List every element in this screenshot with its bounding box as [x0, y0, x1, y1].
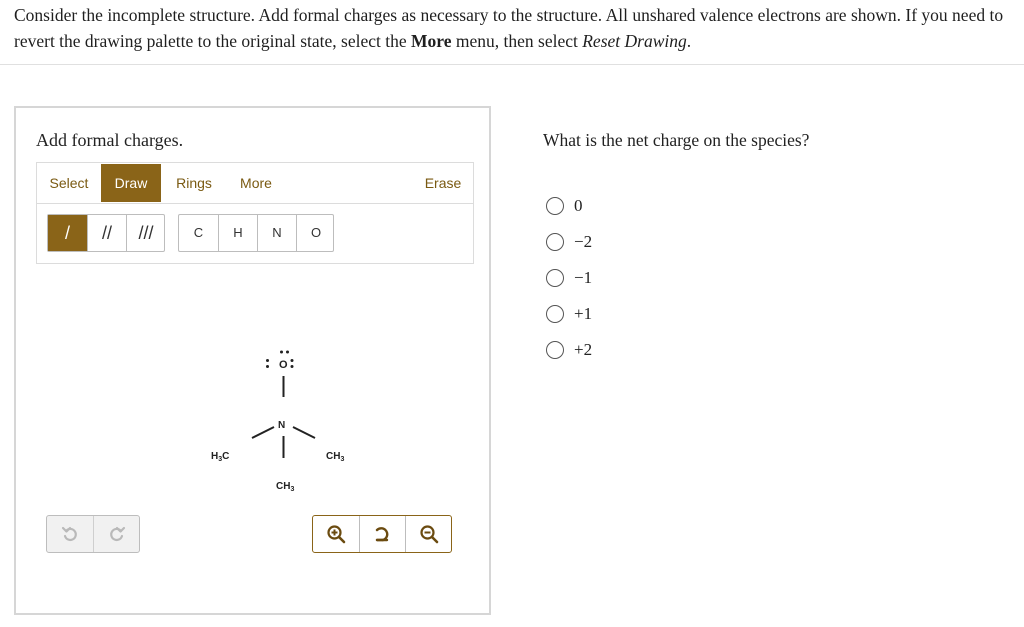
atom-oxygen: O	[279, 359, 288, 371]
question-text: What is the net charge on the species?	[543, 130, 810, 150]
bond-n-ch3-left	[252, 427, 274, 438]
tab-draw[interactable]: Draw	[101, 164, 161, 202]
lone-pair-dot	[286, 351, 289, 354]
instructions	[14, 2, 1014, 54]
top-divider	[0, 64, 1024, 65]
drawing-toolbar	[36, 162, 474, 264]
instructions-text-1: Consider the incomplete structure. Add formal charges as necessary to the structure. All unshared valence electrons are shown. If you need to revert the drawing palette to the original state, select the	[14, 5, 1004, 51]
double-bond-button[interactable]: //	[87, 215, 126, 251]
bond-n-ch3-right	[293, 427, 315, 438]
lone-pair-dot	[291, 359, 294, 362]
option-plus-2[interactable]	[546, 338, 592, 362]
instructions-text-2: menu, then select	[451, 31, 583, 51]
option-minus-2[interactable]	[546, 230, 592, 254]
lone-pair-dot	[291, 365, 294, 368]
option-minus-1[interactable]	[546, 266, 592, 290]
toolbar-tabs	[37, 163, 473, 204]
tab-rings[interactable]: Rings	[176, 175, 212, 191]
bond-tools	[47, 214, 165, 252]
radio-button[interactable]	[546, 197, 564, 215]
drawing-panel	[14, 106, 491, 615]
atom-n-button[interactable]: N	[257, 215, 296, 251]
tab-erase[interactable]: Erase	[424, 175, 462, 191]
redo-icon	[108, 525, 126, 543]
option-0[interactable]	[546, 194, 583, 218]
zoom-out-button[interactable]	[405, 516, 452, 552]
instructions-text-3: .	[686, 31, 692, 51]
lone-pair-dot	[280, 351, 283, 354]
zoom-in-button[interactable]	[313, 516, 359, 552]
methyl-right: $CH_3$	[326, 451, 345, 463]
panel-title: Add formal charges.	[36, 130, 184, 150]
undo-icon	[61, 525, 79, 543]
methyl-bottom: $CH_3$	[276, 481, 295, 493]
triple-bond-button[interactable]: ///	[126, 215, 165, 251]
atom-o-button[interactable]: O	[296, 215, 335, 251]
redo-button[interactable]	[93, 516, 140, 552]
radio-button[interactable]	[546, 305, 564, 323]
zoom-reset-button[interactable]	[359, 516, 406, 552]
atom-c-button[interactable]: C	[193, 225, 204, 240]
zoom-reset-icon	[373, 524, 393, 544]
atom-tools	[178, 214, 334, 252]
atom-h-button[interactable]: H	[218, 215, 257, 251]
instructions-more: More	[411, 31, 452, 51]
option-plus-1[interactable]	[546, 302, 592, 326]
option-label: −2	[574, 232, 593, 251]
tab-more[interactable]: More	[240, 175, 272, 191]
lone-pair-dot	[266, 365, 269, 368]
single-bond-button[interactable]: /	[48, 215, 87, 251]
option-label: +1	[574, 304, 593, 323]
atom-nitrogen: N	[278, 420, 286, 431]
radio-button[interactable]	[546, 341, 564, 359]
radio-button[interactable]	[546, 233, 564, 251]
methyl-left: $H_3C$	[211, 451, 230, 463]
undo-redo-group	[46, 515, 140, 553]
zoom-in-icon	[326, 524, 346, 544]
option-label: −1	[574, 268, 593, 287]
zoom-out-icon	[419, 524, 439, 544]
tab-select[interactable]: Select	[49, 175, 89, 191]
lone-pair-dot	[266, 359, 269, 362]
radio-button[interactable]	[546, 269, 564, 287]
undo-button[interactable]	[47, 516, 93, 552]
zoom-group	[312, 515, 452, 553]
option-label: 0	[574, 196, 583, 215]
option-label: +2	[574, 340, 593, 359]
instructions-reset: Reset Drawing	[582, 31, 687, 51]
